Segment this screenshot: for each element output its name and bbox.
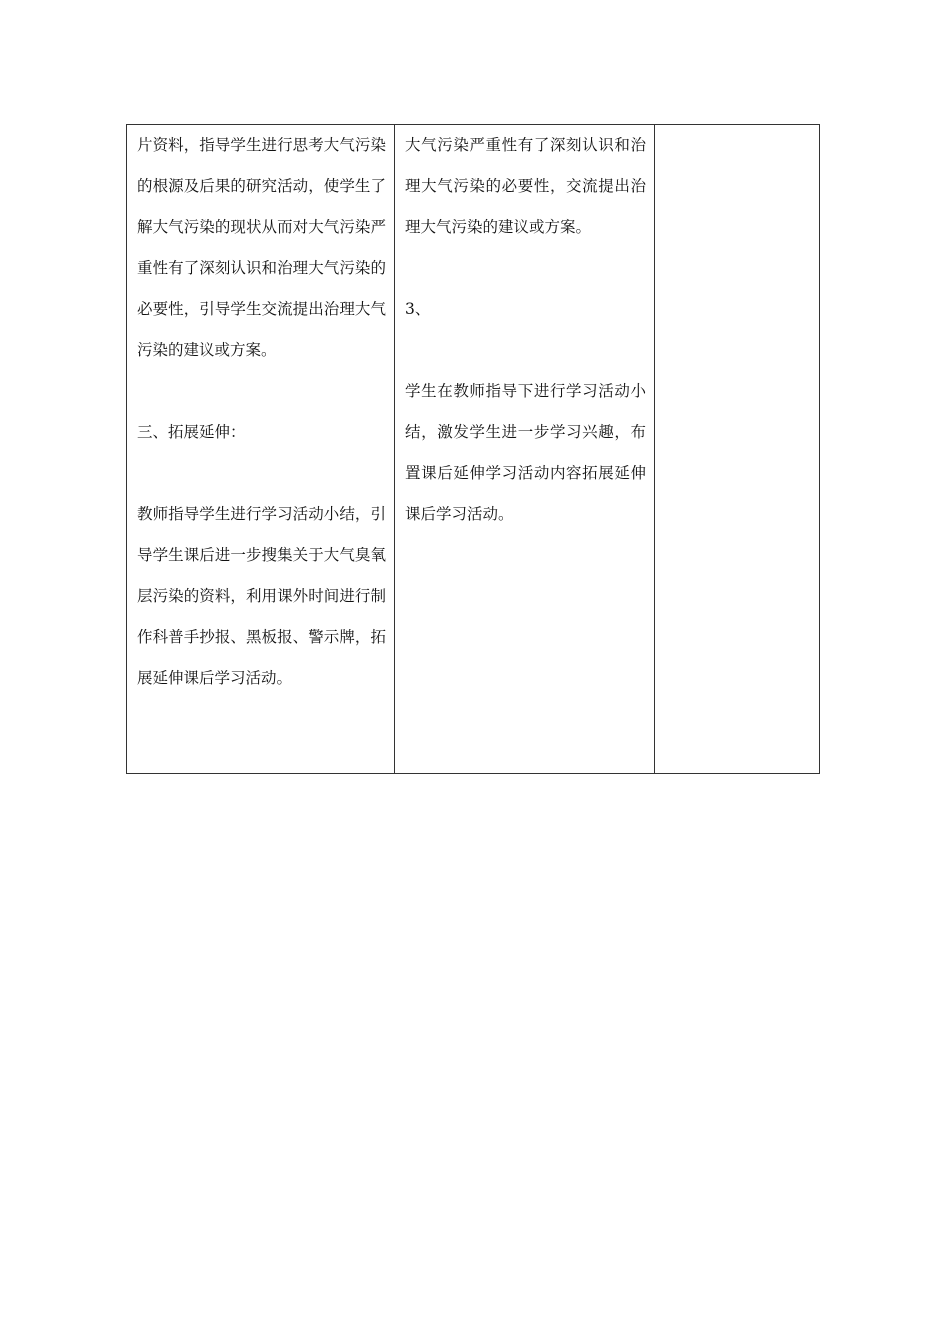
student-summary-paragraph: 学生在教师指导下进行学习活动小结，激发学生进一步学习兴趣，布置课后延伸学习活动内容拓展延伸课后学习活动。	[405, 382, 646, 523]
paragraph-spacer	[137, 371, 386, 412]
teacher-activity-cell	[127, 125, 395, 774]
student-activity-paragraph: 大气污染严重性有了深刻认识和治理大气污染的必要性，交流提出治理大气污染的建议或方案。	[405, 136, 646, 236]
student-activity-content	[395, 125, 654, 535]
paragraph-spacer	[405, 330, 646, 371]
paragraph-spacer	[137, 453, 386, 494]
notes-cell	[655, 125, 820, 774]
teacher-activity-content	[127, 125, 394, 699]
lesson-plan-table	[126, 124, 820, 774]
paragraph-spacer	[405, 248, 646, 289]
step-number: 3、	[405, 300, 431, 318]
teacher-activity-paragraph: 片资料，指导学生进行思考大气污染的根源及后果的研究活动，使学生了解大气污染的现状从而对大气污染严重性有了深刻认识和治理大气污染的必要性，引导学生交流提出治理大气污染的建议或方案。	[137, 136, 386, 359]
section-heading: 三、拓展延伸：	[137, 423, 246, 441]
table-row	[127, 125, 820, 774]
student-activity-cell	[395, 125, 655, 774]
teacher-extension-paragraph: 教师指导学生进行学习活动小结，引导学生课后进一步搜集关于大气臭氧层污染的资料，利用课外时间进行制作科普手抄报、黑板报、警示牌，拓展延伸课后学习活动。	[137, 505, 386, 687]
